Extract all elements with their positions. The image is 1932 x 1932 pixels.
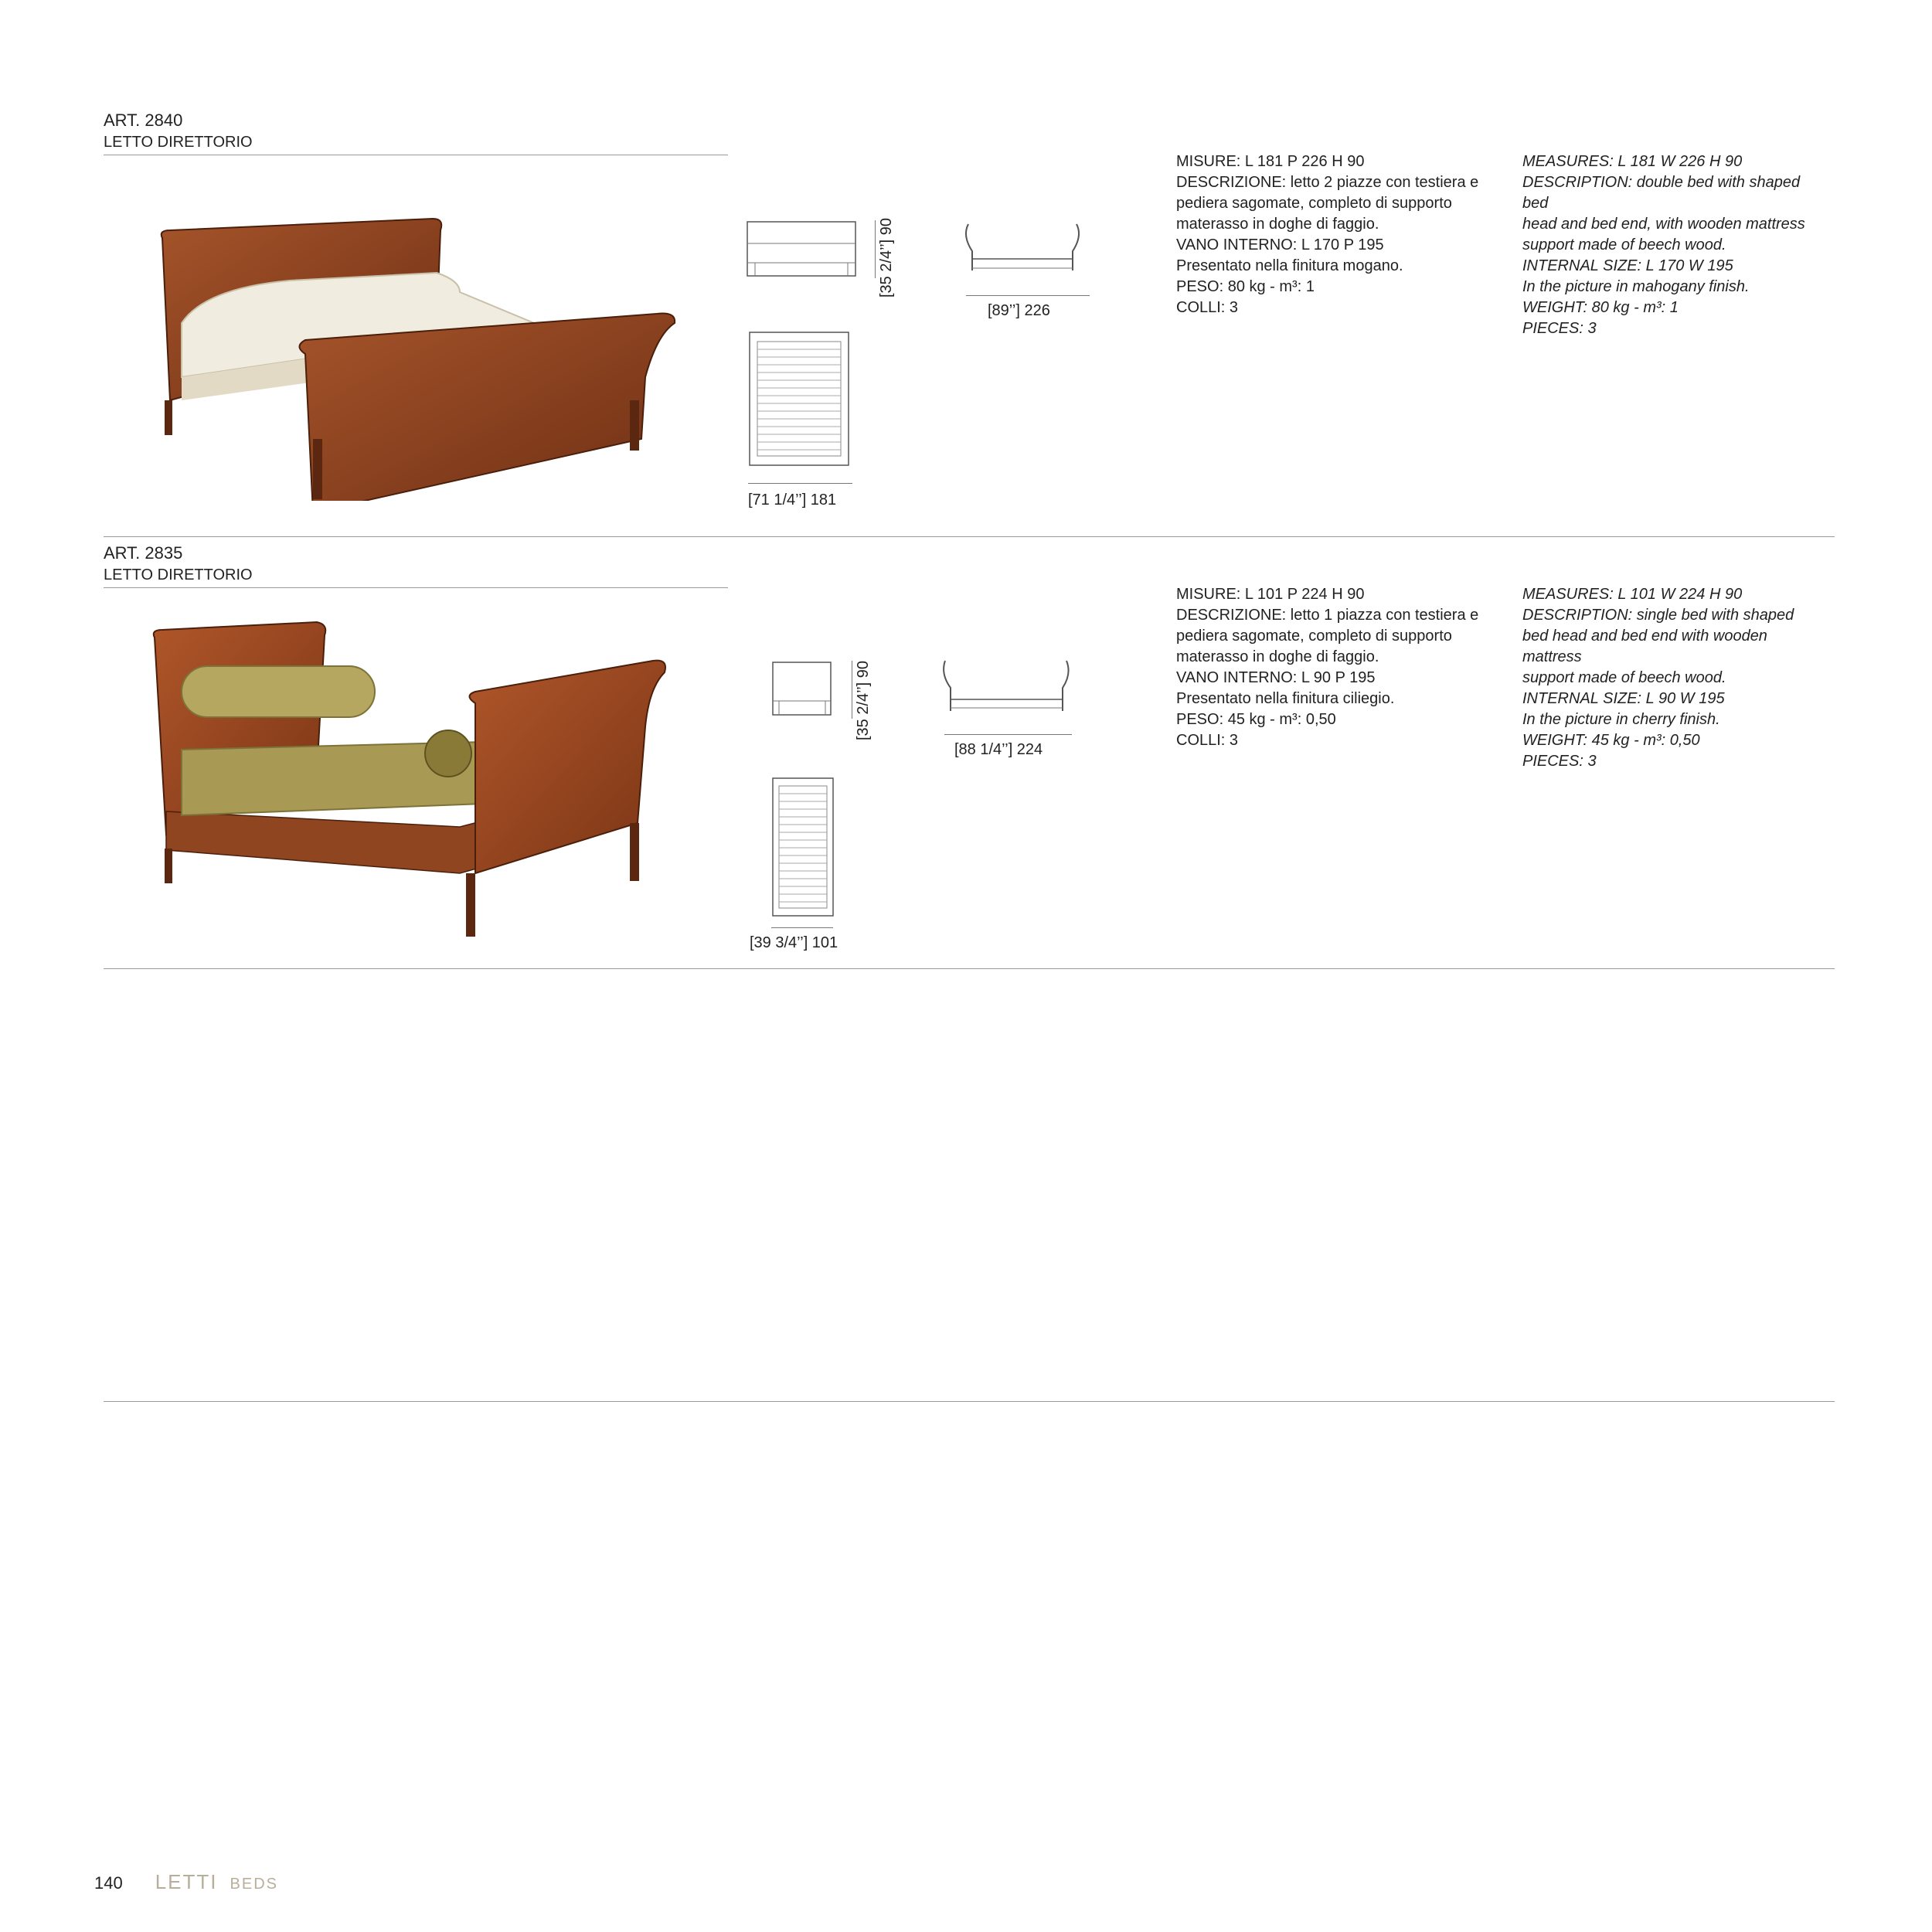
section-title: LETTI — [155, 1870, 218, 1893]
info-line: INTERNAL SIZE: L 170 W 195 — [1522, 257, 1733, 274]
info-line: DESCRIZIONE: letto 2 piazze con testiera e — [1176, 174, 1479, 191]
description-english — [1522, 584, 1794, 772]
info-line: WEIGHT: 80 kg - m³: 1 — [1522, 299, 1679, 316]
drawing-top-view — [748, 331, 852, 470]
info-line: PESO: 80 kg - m³: 1 — [1176, 278, 1315, 295]
info-line: DESCRIPTION: single bed with shaped — [1522, 607, 1794, 624]
section-subtitle: BEDS — [230, 1876, 278, 1893]
article-code: ART. 2840 — [104, 111, 183, 130]
title-divider — [104, 587, 728, 588]
product-photo-double-bed — [151, 207, 692, 501]
width-dimension: [39 3/4’’] 101 — [750, 934, 838, 951]
description-english — [1522, 151, 1805, 339]
info-line: COLLI: 3 — [1176, 299, 1239, 316]
section-divider — [104, 968, 1835, 969]
info-line: MEASURES: L 181 W 226 H 90 — [1522, 153, 1743, 170]
info-line: support made of beech wood. — [1522, 236, 1726, 253]
info-line: VANO INTERNO: L 90 P 195 — [1176, 669, 1376, 686]
info-line: MISURE: L 101 P 224 H 90 — [1176, 586, 1365, 603]
width-dimension-line — [748, 483, 852, 484]
description-italian — [1176, 151, 1478, 318]
info-line: DESCRIPTION: double bed with shaped — [1522, 174, 1801, 191]
info-line: VANO INTERNO: L 170 P 195 — [1176, 236, 1384, 253]
info-line: pediera sagomate, completo di supporto — [1176, 195, 1452, 212]
length-dimension: [88 1/4’’] 224 — [954, 741, 1043, 758]
article-name: LETTO DIRETTORIO — [104, 566, 253, 583]
info-line: PESO: 45 kg - m³: 0,50 — [1176, 711, 1336, 728]
drawing-front-view — [746, 220, 862, 278]
info-line: bed — [1522, 195, 1549, 212]
info-line: PIECES: 3 — [1522, 753, 1597, 770]
info-line: In the picture in cherry finish. — [1522, 711, 1720, 728]
drawing-side-view — [939, 657, 1074, 719]
info-line: support made of beech wood. — [1522, 669, 1726, 686]
info-line: materasso in doghe di faggio. — [1176, 648, 1379, 665]
info-line: pediera sagomate, completo di supporto — [1176, 628, 1452, 645]
info-line: COLLI: 3 — [1176, 732, 1239, 749]
drawing-top-view — [771, 777, 837, 920]
height-dimension-line — [875, 220, 876, 278]
section-divider — [104, 1401, 1835, 1402]
info-line: DESCRIZIONE: letto 1 piazza con testiera e — [1176, 607, 1479, 624]
info-line: Presentato nella finitura ciliegio. — [1176, 690, 1395, 707]
info-line: head and bed end, with wooden mattress — [1522, 216, 1805, 233]
width-dimension-line — [771, 927, 833, 928]
width-dimension: [71 1/4’’] 181 — [748, 492, 837, 509]
article-name: LETTO DIRETTORIO — [104, 134, 253, 151]
drawing-side-view — [961, 220, 1084, 278]
article-code: ART. 2835 — [104, 543, 183, 563]
page-footer — [94, 1870, 278, 1894]
page-number: 140 — [94, 1873, 123, 1893]
section-divider — [104, 536, 1835, 537]
info-line: bed head and bed end with wooden — [1522, 628, 1767, 645]
info-line: MISURE: L 181 P 226 H 90 — [1176, 153, 1365, 170]
height-dimension: [35 2/4’’] 90 — [855, 660, 872, 740]
length-dimension-line — [966, 295, 1090, 296]
length-dimension: [89’’] 226 — [988, 302, 1050, 319]
length-dimension-line — [944, 734, 1072, 735]
info-line: PIECES: 3 — [1522, 320, 1597, 337]
info-line: Presentato nella finitura mogano. — [1176, 257, 1403, 274]
product-photo-single-bed — [151, 618, 676, 943]
info-line: materasso in doghe di faggio. — [1176, 216, 1379, 233]
description-italian — [1176, 584, 1478, 751]
height-dimension: [35 2/4’’] 90 — [878, 217, 895, 298]
info-line: INTERNAL SIZE: L 90 W 195 — [1522, 690, 1725, 707]
drawing-front-view — [771, 661, 833, 719]
info-line: WEIGHT: 45 kg - m³: 0,50 — [1522, 732, 1700, 749]
info-line: mattress — [1522, 648, 1582, 665]
info-line: In the picture in mahogany finish. — [1522, 278, 1750, 295]
info-line: MEASURES: L 101 W 224 H 90 — [1522, 586, 1743, 603]
